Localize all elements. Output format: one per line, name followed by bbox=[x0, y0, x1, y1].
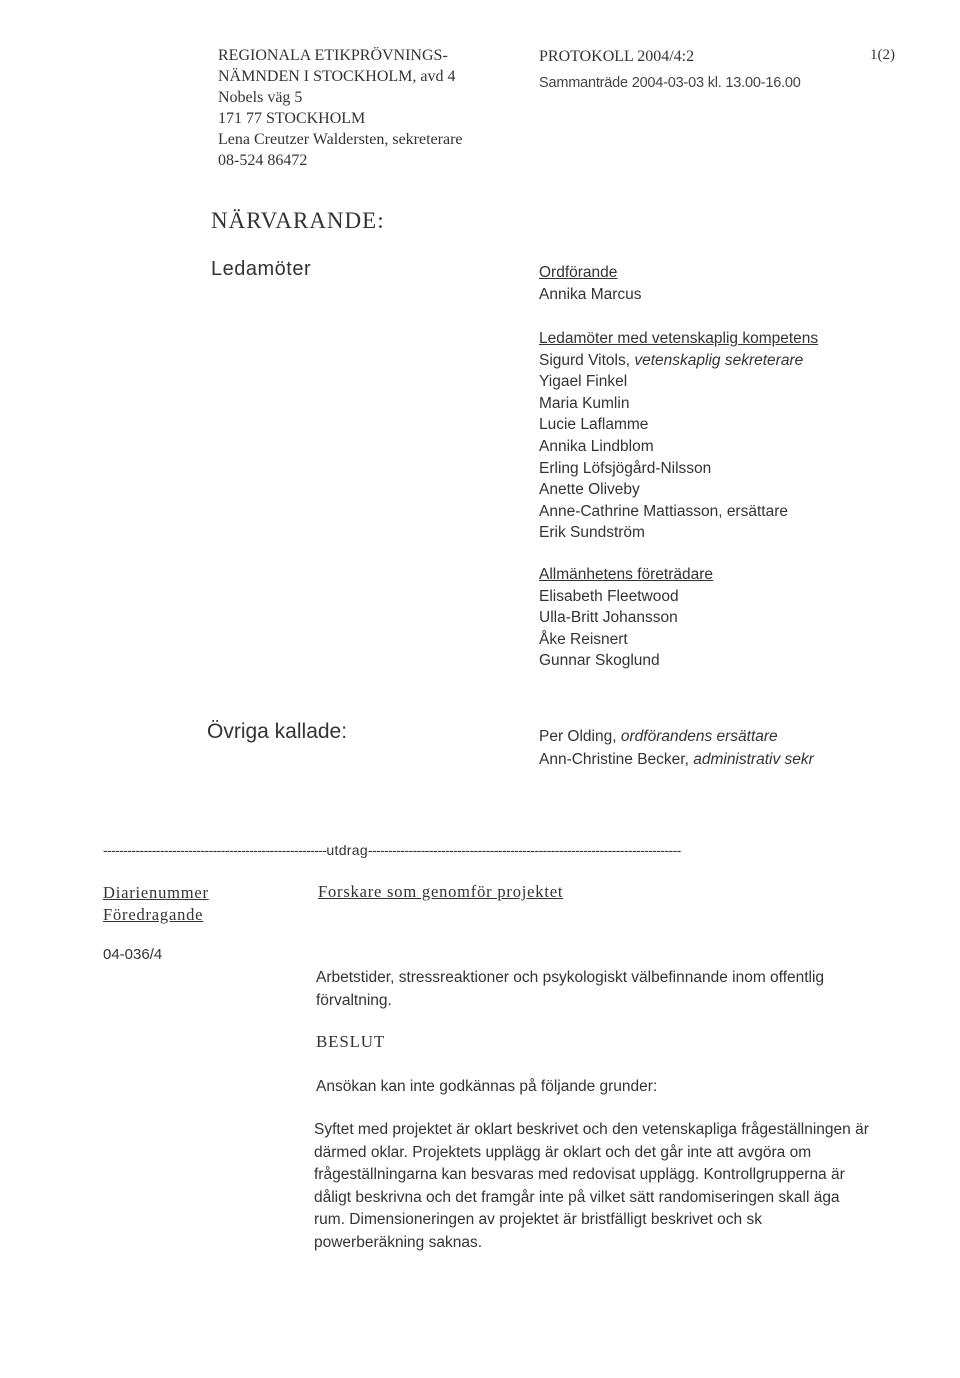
other-attendee bbox=[539, 725, 814, 748]
scientific-member: Lucie Laflamme bbox=[539, 416, 649, 434]
meeting-info: Sammanträde 2004-03-03 kl. 13.00-16.00 bbox=[539, 75, 801, 91]
others-section bbox=[539, 725, 814, 771]
attendee-role: administrativ sekr bbox=[693, 751, 814, 768]
chair-name: Annika Marcus bbox=[539, 285, 642, 303]
scientific-member: Erik Sundström bbox=[539, 524, 645, 542]
scientific-members-section bbox=[539, 328, 818, 544]
divider-dashes-right: ----------------------------------------------------------------------------- bbox=[367, 842, 681, 858]
scientific-member: Maria Kumlin bbox=[539, 394, 630, 412]
presenter-heading: Föredragande bbox=[103, 905, 204, 924]
case-number: 04-036/4 bbox=[103, 946, 163, 963]
scientific-member-secretary bbox=[539, 350, 818, 372]
scientific-member: Anette Oliveby bbox=[539, 481, 640, 499]
scientific-member: Erling Löfsjögård-Nilsson bbox=[539, 459, 712, 477]
member-role: vetenskaplig sekreterare bbox=[634, 351, 804, 369]
chair-section bbox=[539, 262, 642, 305]
scientific-member: Yigael Finkel bbox=[539, 373, 628, 391]
attendee-name: Per Olding, bbox=[539, 728, 621, 745]
decision-intro: Ansökan kan inte godkännas på följande grunder: bbox=[316, 1078, 658, 1095]
protocol-title: PROTOKOLL 2004/4:2 bbox=[539, 48, 695, 65]
excerpt-divider bbox=[103, 842, 878, 858]
org-name-line-2: NÄMNDEN I STOCKHOLM, avd 4 bbox=[218, 68, 456, 85]
decision-heading: BESLUT bbox=[316, 1032, 386, 1051]
chair-heading: Ordförande bbox=[539, 264, 618, 281]
divider-label: utdrag bbox=[326, 842, 368, 858]
attendee-role: ordförandens ersättare bbox=[620, 728, 778, 745]
attendee-name: Ann-Christine Becker, bbox=[539, 751, 694, 768]
public-member: Elisabeth Fleetwood bbox=[539, 587, 679, 605]
public-member: Ulla-Britt Johansson bbox=[539, 609, 678, 627]
decision-body: Syftet med projektet är oklart beskrivet och den vetenskapliga frågeställningen är därmed oklar. Projektets upplägg är oklart och det går inte att avgöra om frågeställningarna kan besvaras med redovisat upplägg. Kontrollgrupperna är dåligt beskrivna och det framgår inte på vilket sätt randomiseringen skall äga rum. Dimensioneringen av projektet är bristfälligt beskrivet och sk powerberäkning saknas. bbox=[314, 1121, 869, 1251]
divider-dashes-left: ------------------------------------------------------- bbox=[103, 842, 327, 858]
scientific-member: Anne-Cathrine Mattiasson, ersättare bbox=[539, 502, 788, 520]
org-address-block bbox=[218, 45, 463, 171]
public-members-section bbox=[539, 564, 713, 672]
members-label: Ledamöter bbox=[211, 258, 312, 280]
project-title: Arbetstider, stressreaktioner och psykologiskt välbefinnande inom offentlig förvaltning. bbox=[316, 969, 825, 1009]
page-number: 1(2) bbox=[870, 47, 895, 63]
column-left-headings bbox=[103, 882, 209, 926]
scientific-heading: Ledamöter med vetenskaplig kompetens bbox=[539, 330, 819, 347]
case-number-heading: Diarienummer bbox=[103, 883, 209, 902]
public-member: Gunnar Skoglund bbox=[539, 652, 660, 670]
scientific-member: Annika Lindblom bbox=[539, 437, 654, 455]
org-postal: 171 77 STOCKHOLM bbox=[218, 110, 366, 127]
public-heading: Allmänhetens företrädare bbox=[539, 566, 714, 583]
org-name-line-1: REGIONALA ETIKPRÖVNINGS- bbox=[218, 47, 448, 64]
others-label: Övriga kallade: bbox=[207, 720, 348, 743]
public-member: Åke Reisnert bbox=[539, 630, 628, 648]
attendance-heading: NÄRVARANDE: bbox=[211, 208, 385, 233]
other-attendee bbox=[539, 748, 814, 771]
org-phone: 08-524 86472 bbox=[218, 152, 308, 169]
member-name: Sigurd Vitols, bbox=[539, 351, 635, 369]
researcher-heading: Forskare som genomför projektet bbox=[318, 882, 564, 901]
org-secretary: Lena Creutzer Waldersten, sekreterare bbox=[218, 131, 463, 148]
org-street: Nobels väg 5 bbox=[218, 89, 303, 106]
